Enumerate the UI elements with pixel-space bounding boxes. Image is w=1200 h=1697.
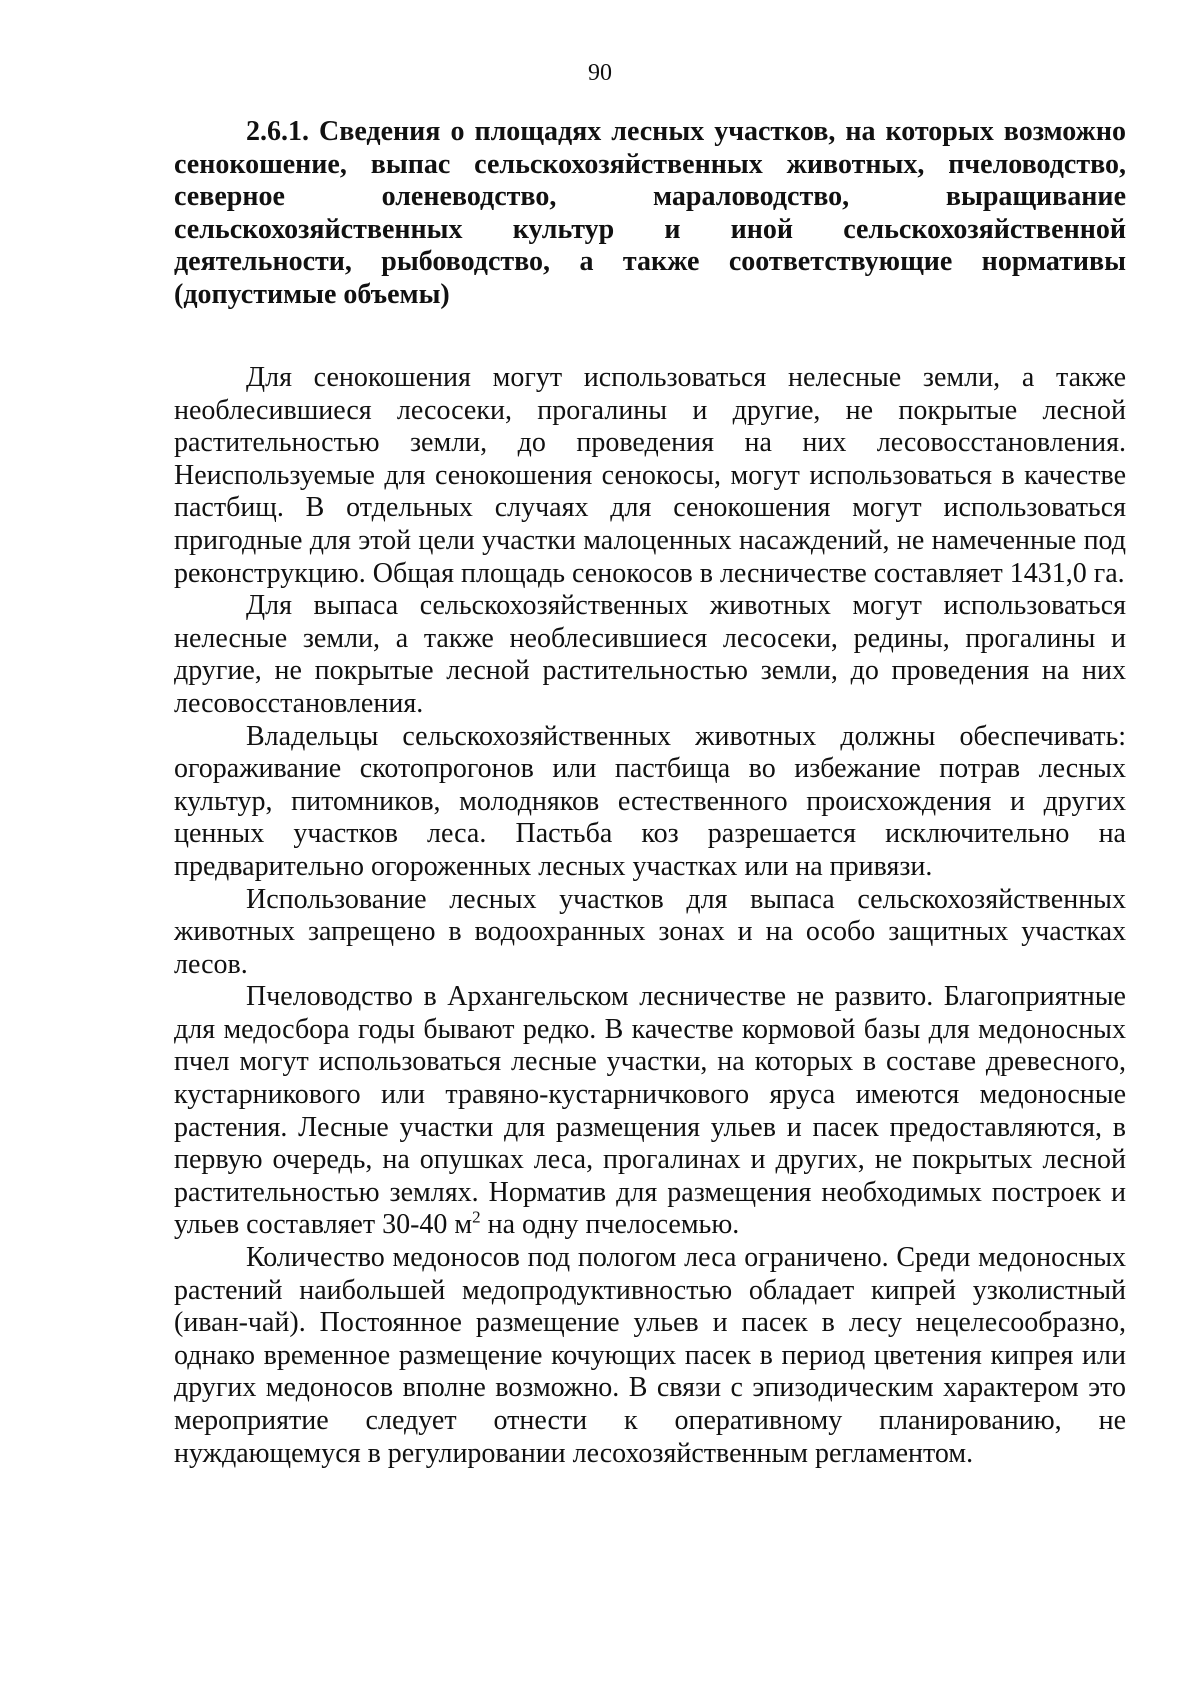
beekeeping-text-after: на одну пчелосемью. xyxy=(480,1209,740,1241)
paragraph-beekeeping xyxy=(174,981,1126,1242)
paragraph-grazing: Для выпаса сельскохозяйственных животных могут использоваться нелесные земли, а также необлесившиеся лесосеки, редины, прогалины и другие, не покрытые лесной растительностью земли, до проведения на них лесовосстановления. xyxy=(174,590,1126,719)
section-heading: 2.6.1. Сведения о площадях лесных участков, на которых возможно сенокошение, выпас сельскохозяйственных животных, пчеловодство, северное оленеводство, мараловодство, выращивание сельскохозяйственных культур и иной сельскохозяйственной деятельности, рыбоводство, а также соответствующие нормативы (допустимые объемы) xyxy=(174,116,1126,310)
paragraph-hay-mowing: Для сенокошения могут использоваться нелесные земли, а также необлесившиеся лесосеки, прогалины и другие, не покрытые лесной растительностью земли, до проведения на них лесовосстановления. Неиспользуемые для сенокошения сенокосы, могут использоваться в качестве пастбищ. В отдельных случаях для сенокошения могут использоваться пригодные для этой цели участки малоценных насаждений, не намеченные под реконструкцию. Общая площадь сенокосов в лесничестве составляет 1431,0 га. xyxy=(174,362,1126,589)
beekeeping-text-before: Пчеловодство в Архангельском лесничестве не развито. Благоприятные для медосбора годы бывают редко. В качестве кормовой базы для медоносных пчел могут использоваться лесные участки, на которых в составе древесного, кустарникового или травяно-кустарничкового яруса имеются медоносные растения. Лесные участки для размещения ульев и пасек предоставляются, в первую очередь, на опушках леса, прогалинах и других, не покрытых лесной растительностью землях. Норматив для размещения необходимых построек и ульев составляет 30-40 м xyxy=(174,981,1126,1241)
page-number: 90 xyxy=(588,60,612,86)
paragraph-grazing-restrictions: Использование лесных участков для выпаса сельскохозяйственных животных запрещено в водоохранных зонах и на особо защитных участках лесов. xyxy=(174,883,1126,980)
paragraph-honey-plants: Количество медоносов под пологом леса ограничено. Среди медоносных растений наибольшей медопродуктивностью обладает кипрей узколистный (иван-чай). Постоянное размещение ульев и пасек в лесу нецелесообразно, однако временное размещение кочующих пасек в период цветения кипрея или других медоносов вполне возможно. В связи с эпизодическим характером это мероприятие следует отнести к оперативному планированию, не нуждающемуся в регулировании лесохозяйственным регламентом. xyxy=(174,1242,1126,1469)
paragraph-livestock-owners: Владельцы сельскохозяйственных животных должны обеспечивать: огораживание скотопрогонов или пастбища во избежание потрав лесных культур, питомников, молодняков естественного происхождения и других ценных участков леса. Пастьба коз разрешается исключительно на предварительно огороженных лесных участках или на привязи. xyxy=(174,720,1126,882)
square-meter-superscript: 2 xyxy=(472,1208,481,1228)
document-body xyxy=(174,362,1126,1470)
